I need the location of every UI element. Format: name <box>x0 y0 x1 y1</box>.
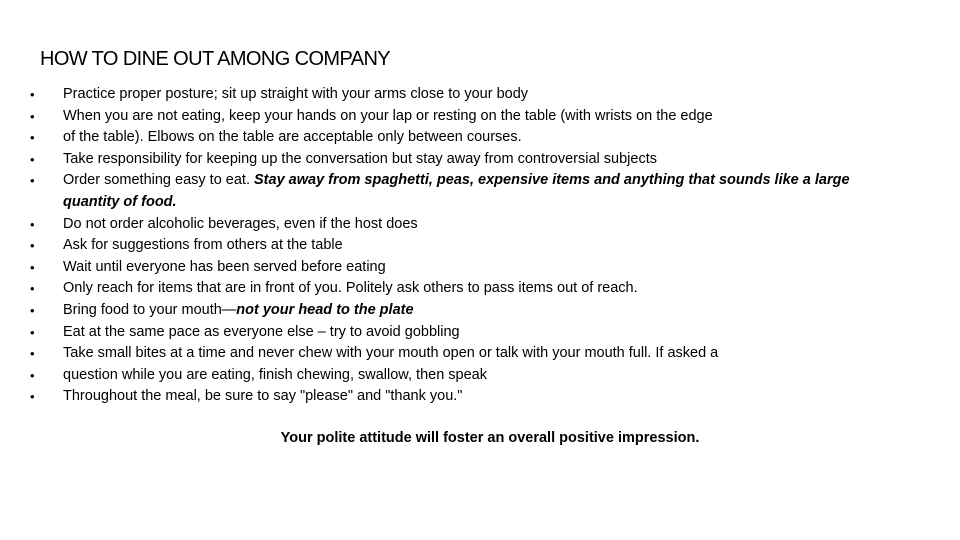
list-item <box>30 235 940 257</box>
bullet-icon: • <box>30 151 35 167</box>
bullet-icon: • <box>30 108 35 124</box>
bullet-list <box>30 84 940 408</box>
list-item <box>30 192 940 214</box>
bullet-icon: • <box>30 281 35 297</box>
bullet-icon: • <box>30 238 35 254</box>
list-item-emphasis: Stay away from spaghetti, peas, expensive items and anything that sounds like a large <box>254 172 850 189</box>
list-item <box>30 278 940 300</box>
closing-statement: Your polite attitude will foster an overall positive impression. <box>280 430 700 446</box>
list-item-emphasis: quantity of food. <box>63 193 177 210</box>
list-item-text <box>63 170 850 192</box>
list-item-text <box>63 214 418 236</box>
list-item-text <box>63 278 638 300</box>
bullet-icon: • <box>30 324 35 340</box>
list-item-plain-text: Throughout the meal, be sure to say "please" and "thank you." <box>63 388 463 405</box>
list-item-text <box>63 106 713 128</box>
bullet-icon: • <box>30 173 35 189</box>
list-item <box>30 386 940 408</box>
list-item-plain-text: Wait until everyone has been served before eating <box>63 258 386 275</box>
list-item <box>30 300 940 322</box>
bullet-icon: • <box>30 346 35 362</box>
list-item-text <box>63 192 177 214</box>
list-item-plain-text: Order something easy to eat. <box>63 172 255 189</box>
list-item-text <box>63 300 414 322</box>
list-item <box>30 365 940 387</box>
list-item-plain-text: Eat at the same pace as everyone else – try to avoid gobbling <box>63 323 460 340</box>
bullet-icon: • <box>30 367 35 383</box>
bullet-icon: • <box>30 259 35 275</box>
list-item <box>30 106 940 128</box>
page-title: HOW TO DINE OUT AMONG COMPANY <box>40 48 391 71</box>
list-item-plain-text: Do not order alcoholic beverages, even if the host does <box>63 215 418 232</box>
list-item-plain-text: Ask for suggestions from others at the table <box>63 237 343 254</box>
list-item-plain-text: Only reach for items that are in front of you. Politely ask others to pass items out of reach. <box>63 280 638 297</box>
list-item <box>30 84 940 106</box>
list-item-text <box>63 386 462 408</box>
list-item-text <box>63 84 528 106</box>
list-item-plain-text: of the table). Elbows on the table are acceptable only between courses. <box>63 129 522 146</box>
list-item-text <box>63 365 487 387</box>
list-item-text <box>63 127 522 149</box>
list-item-plain-text: Practice proper posture; sit up straight with your arms close to your body <box>63 86 529 102</box>
list-item <box>30 127 940 149</box>
list-item <box>30 322 940 344</box>
list-item-text <box>63 235 343 257</box>
bullet-icon: • <box>30 87 35 102</box>
list-item-plain-text: Bring food to your mouth— <box>63 301 237 318</box>
list-item-plain-text: When you are not eating, keep your hands on your lap or resting on the table (with wrists on the edge <box>63 107 713 124</box>
list-item-emphasis: not your head to the plate <box>236 301 414 318</box>
list-item-plain-text: Take small bites at a time and never chew with your mouth open or talk with your mouth full. If asked a <box>63 345 719 362</box>
list-item-text <box>63 343 718 365</box>
bullet-icon: • <box>30 302 35 318</box>
bullet-icon: • <box>30 130 35 146</box>
list-item <box>30 170 940 192</box>
list-item-plain-text: Take responsibility for keeping up the conversation but stay away from controversial subjects <box>63 150 657 167</box>
list-item <box>30 257 940 279</box>
bullet-icon: • <box>30 389 35 405</box>
list-item-text <box>63 149 657 171</box>
list-item <box>30 343 940 365</box>
list-item-plain-text: question while you are eating, finish chewing, swallow, then speak <box>63 366 487 383</box>
list-item <box>30 214 940 236</box>
bullet-icon: • <box>30 216 35 232</box>
list-item-text <box>63 257 386 279</box>
list-item-text <box>63 322 460 344</box>
list-item <box>30 149 940 171</box>
